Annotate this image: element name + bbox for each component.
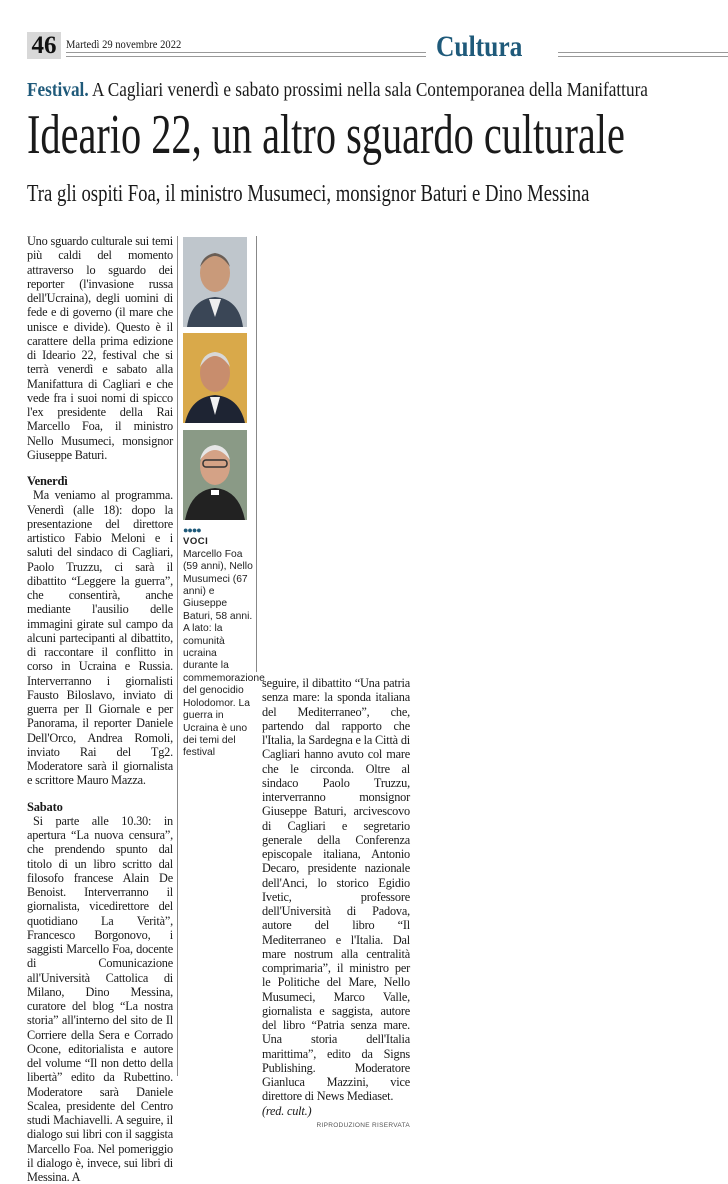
kicker-text: A Cagliari venerdì e sabato prossimi nella sala Contemporanea della Manifattura: [88, 79, 648, 101]
header-rule-left: [66, 52, 426, 57]
friday-heading: Venerdì: [27, 474, 68, 488]
article-column-3: [262, 676, 410, 1130]
column-divider: [256, 236, 257, 672]
section-title: Cultura: [436, 30, 523, 63]
photo-nello-musumeci: [183, 333, 247, 423]
caption-text: Marcello Foa (59 anni), Nello Musumeci (67 anni) e Giuseppe Baturi, 58 anni. A lato: la comunità ucraina durante la commemorazione del genocidio Holodomor. La guerra in Ucraina è uno dei temi del festival: [183, 548, 265, 759]
caption-label: VOCI: [183, 536, 209, 548]
kicker: [27, 79, 648, 102]
saturday-paragraph: Si parte alle 10.30: in apertura “La nuova censura”, che prendendo spunto dal titolo di un libro scritto dal filosofo francese Alain De Benoist. Interverranno il giornalista, vicedirettore del quotidiano La Verità”, Francesco Borgonovo, i saggisti Marcello Foa, docente di Comunicazione all'Università Cattolica di Milano, Dino Messina, curatore del blog “La nostra storia” all'interno del sito de Il Corriere della Sera e Corrado Ocone, editorialista e autore del volume “Il non detto della libertà” edito da Rubettino. Moderatore sarà Daniele Scalea, presidente del Centro studi Machiavelli. A seguire, il dialogo sui libri con il saggista Marcello Foa. Nel pomeriggio il dialogo è, invece, sui libri di Messina. A: [27, 813, 173, 1184]
issue-date: Martedì 29 novembre 2022: [66, 37, 182, 51]
photo-marcello-foa: [183, 237, 247, 327]
page-number: 46: [27, 32, 61, 59]
kicker-label: Festival.: [27, 79, 89, 101]
caption-dots: ●●●●: [183, 525, 201, 535]
signature: (red. cult.): [262, 1103, 312, 1118]
photo-giuseppe-baturi: [183, 430, 247, 520]
intro-paragraph: Uno sguardo culturale sui temi più caldi del momento attraverso lo sguardo dei reporter (l'invasione russa dell'Ucraina), degli uomini di fede e di governo (il mare che unisce e divide). Questo è il carattere della prima edizione di Ideario 22, festival che si terrà venerdì e sabato alla Manifattura di Cagliari e che vede fra i suoi nomi di spicco l'ex presidente della Rai Marcello Foa, il ministro Nello Musumeci, monsignor Giuseppe Baturi.: [27, 234, 173, 462]
column-divider: [177, 236, 178, 1076]
saturday-heading: Sabato: [27, 799, 63, 814]
article-column-1: [27, 234, 173, 1184]
subheadline: Tra gli ospiti Foa, il ministro Musumeci, monsignor Baturi e Dino Messina: [27, 181, 590, 207]
continuation-paragraph: seguire, il dibattito “Una patria senza mare: la sponda italiana del Mediterraneo”, che, partendo dal rapporto che l'Italia, la Sardegna e la Città di Cagliari hanno avuto col mare che le circonda. Oltre al sindaco Paolo Truzzu, interverranno monsignor Giuseppe Baturi, arcivescovo di Cagliari e segretario generale della Conferenza episcopale italiana, Antonio Decaro, presidente nazionale dell'Anci, lo storico Egidio Ivetic, professore dell'Università di Padova, autore del libro “Il Mediterraneo e l'Italia. Dal mare nostrum alla centralità comprimaria”, il ministro per le Politiche del Mare, Nello Musumeci, Marco Valle, giornalista e saggista, autore del libro “Patria senza mare. Una storia dell'Italia marittima”, edito da Signs Publishing. Moderatore Gianluca Mazzini, vice direttore di News Mediaset.: [262, 676, 410, 1104]
headline: Ideario 22, un altro sguardo culturale: [27, 104, 625, 166]
header-rule-right: [558, 52, 728, 57]
photo-caption: [183, 524, 265, 760]
friday-paragraph: Ma veniamo al programma. Venerdì (alle 18): dopo la presentazione del direttore artistico Fabio Meloni e i saluti del sindaco di Cagliari, Paolo Truzzu, ci sarà il dibattito “Leggere la guerra”, che consentirà, anche mediante l'ausilio delle immagini girate sul campo da alcuni partecipanti al dibattito, di raccontare il conflitto in corso in Ucraina e Russia. Interverranno i giornalisti Fausto Biloslavo, inviato di guerra per Il Giornale e per Panorama, il reporter Daniele Dell'Orco, Andrea Romoli, inviato Rai del Tg2. Moderatore sarà il giornalista e scrittore Mauro Mazza.: [27, 488, 173, 788]
copyright-notice: RIPRODUZIONE RISERVATA: [316, 1121, 410, 1129]
